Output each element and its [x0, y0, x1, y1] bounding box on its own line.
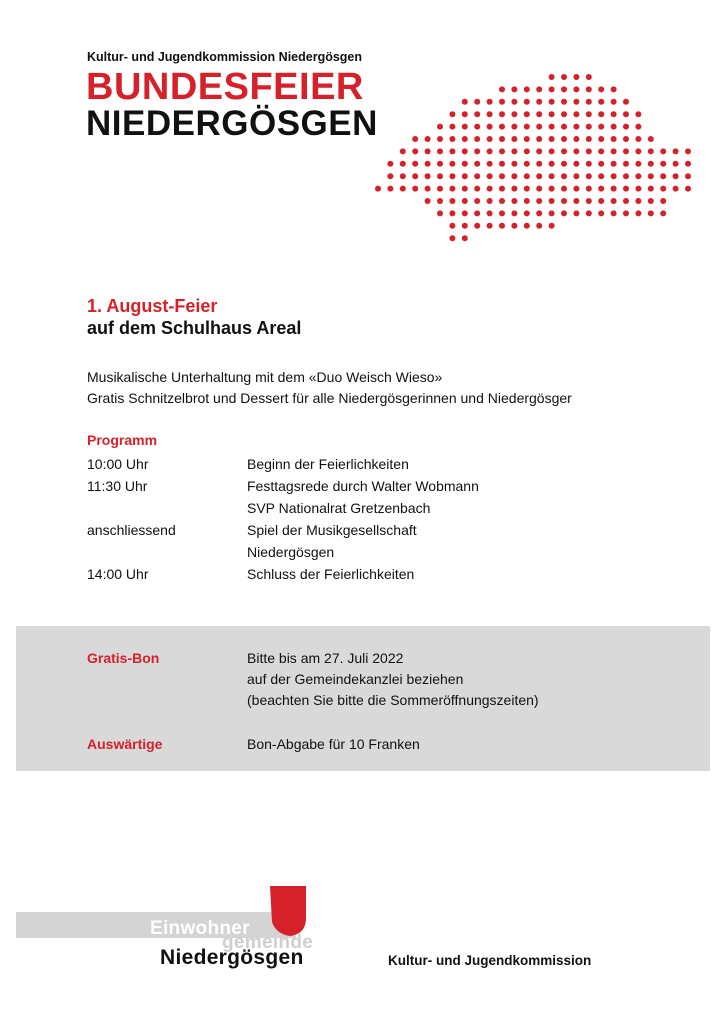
map-dot	[598, 198, 604, 204]
map-dot	[425, 136, 431, 142]
programm-list	[87, 453, 479, 585]
map-dot	[536, 210, 542, 216]
map-dot	[573, 99, 579, 105]
map-dot	[573, 161, 579, 167]
programm-time	[87, 541, 247, 563]
map-dot	[487, 210, 493, 216]
map-dot	[487, 148, 493, 154]
map-dot	[437, 136, 443, 142]
map-dot	[412, 136, 418, 142]
map-dot	[524, 86, 530, 92]
map-dot	[549, 124, 555, 130]
map-dot	[573, 74, 579, 80]
map-dot	[598, 86, 604, 92]
map-dot	[536, 86, 542, 92]
map-dot	[611, 111, 617, 117]
map-dot	[635, 186, 641, 192]
map-dot	[524, 198, 530, 204]
map-dot	[437, 198, 443, 204]
map-dot	[623, 210, 629, 216]
map-dot	[673, 161, 679, 167]
map-dot	[648, 148, 654, 154]
map-dot	[524, 173, 530, 179]
map-dot	[449, 223, 455, 229]
map-dot	[549, 136, 555, 142]
map-dot	[648, 186, 654, 192]
programm-time	[87, 497, 247, 519]
programm-time: anschliessend	[87, 522, 176, 538]
map-dot	[611, 136, 617, 142]
logo-text-niedergoesgen: Niedergösgen	[160, 946, 304, 969]
map-dot	[412, 161, 418, 167]
map-dot	[611, 173, 617, 179]
map-dot	[598, 161, 604, 167]
map-dot	[387, 186, 393, 192]
map-dot	[611, 198, 617, 204]
map-dot	[536, 186, 542, 192]
map-dot	[487, 173, 493, 179]
map-dot	[561, 111, 567, 117]
programm-time: 10:00 Uhr	[87, 456, 149, 472]
map-dot	[412, 186, 418, 192]
map-dot	[611, 161, 617, 167]
map-dot	[474, 173, 480, 179]
map-dot	[412, 148, 418, 154]
intro-line: Musikalische Unterhaltung mit dem «Duo Weisch Wieso»	[87, 369, 443, 385]
map-dot	[623, 186, 629, 192]
map-dot	[387, 161, 393, 167]
map-dot	[685, 148, 691, 154]
map-dot	[648, 173, 654, 179]
map-dot	[462, 210, 468, 216]
programm-text: Spiel der Musikgesellschaft	[247, 522, 417, 538]
map-dot	[474, 99, 480, 105]
map-dot	[474, 111, 480, 117]
map-dot	[462, 124, 468, 130]
map-dot	[499, 148, 505, 154]
map-dot	[573, 148, 579, 154]
map-dot	[511, 136, 517, 142]
map-dot	[437, 148, 443, 154]
map-dot	[511, 148, 517, 154]
map-dot	[474, 161, 480, 167]
map-dot	[635, 148, 641, 154]
map-dot	[635, 111, 641, 117]
map-dot	[586, 210, 592, 216]
map-dot	[573, 86, 579, 92]
map-dot	[524, 124, 530, 130]
map-dot	[449, 198, 455, 204]
map-dot	[586, 161, 592, 167]
map-dot	[549, 148, 555, 154]
map-dot	[462, 186, 468, 192]
map-dot	[648, 136, 654, 142]
map-dot	[487, 124, 493, 130]
map-dot	[499, 186, 505, 192]
programm-row	[87, 475, 479, 497]
map-dot	[462, 99, 468, 105]
map-dot	[561, 136, 567, 142]
map-dot	[561, 124, 567, 130]
map-dot	[449, 235, 455, 241]
map-dot	[660, 148, 666, 154]
map-dot	[425, 198, 431, 204]
programm-row	[87, 519, 479, 541]
programm-text: SVP Nationalrat Gretzenbach	[247, 500, 431, 516]
map-dot	[511, 223, 517, 229]
map-dot	[623, 173, 629, 179]
programm-text: Schluss der Feierlichkeiten	[247, 566, 415, 582]
map-dot	[549, 99, 555, 105]
programm-row	[87, 497, 479, 519]
bon-line: Bitte bis am 27. Juli 2022	[247, 650, 404, 666]
map-dot	[660, 186, 666, 192]
map-dot	[425, 186, 431, 192]
map-dot	[474, 148, 480, 154]
map-dot	[660, 173, 666, 179]
map-dot	[611, 99, 617, 105]
map-dot	[561, 198, 567, 204]
map-dot	[425, 173, 431, 179]
map-dot	[635, 124, 641, 130]
event-subheading: auf dem Schulhaus Areal	[87, 318, 302, 338]
map-dot	[412, 173, 418, 179]
event-intro	[87, 367, 572, 409]
programm-row	[87, 453, 479, 475]
map-dot	[673, 148, 679, 154]
map-dot	[573, 198, 579, 204]
map-dot	[685, 161, 691, 167]
map-dot	[449, 173, 455, 179]
map-dot	[499, 124, 505, 130]
map-dot	[549, 111, 555, 117]
map-dot	[549, 210, 555, 216]
map-dot	[462, 223, 468, 229]
map-dot	[561, 148, 567, 154]
map-dot	[474, 210, 480, 216]
map-dot	[511, 210, 517, 216]
map-dot	[462, 173, 468, 179]
map-dot	[598, 136, 604, 142]
map-dot	[400, 148, 406, 154]
map-dot	[648, 161, 654, 167]
map-dot	[561, 86, 567, 92]
programm-heading: Programm	[87, 432, 158, 448]
map-dot	[487, 136, 493, 142]
map-dot	[660, 198, 666, 204]
map-dot	[586, 198, 592, 204]
map-dot	[549, 198, 555, 204]
map-dot	[449, 111, 455, 117]
map-dot	[635, 173, 641, 179]
map-dot	[623, 161, 629, 167]
map-dot	[586, 186, 592, 192]
map-dot	[524, 223, 530, 229]
map-dot	[549, 86, 555, 92]
map-dot	[598, 186, 604, 192]
map-dot	[499, 223, 505, 229]
map-dot	[549, 186, 555, 192]
map-dot	[474, 198, 480, 204]
map-dot	[586, 124, 592, 130]
map-dot	[635, 198, 641, 204]
map-dot	[573, 210, 579, 216]
map-dot	[598, 99, 604, 105]
map-dot	[462, 235, 468, 241]
map-dot	[487, 198, 493, 204]
map-dot	[611, 186, 617, 192]
map-dot	[660, 210, 666, 216]
map-dot	[635, 161, 641, 167]
map-dot	[586, 148, 592, 154]
map-dot	[536, 124, 542, 130]
map-dot	[573, 186, 579, 192]
map-dot	[536, 111, 542, 117]
map-dot	[437, 210, 443, 216]
map-dot	[536, 223, 542, 229]
auswaertige-text: Bon-Abgabe für 10 Franken	[247, 736, 420, 752]
map-dot	[449, 186, 455, 192]
map-dot	[611, 210, 617, 216]
map-dot	[561, 186, 567, 192]
map-dot	[449, 124, 455, 130]
map-dot	[462, 148, 468, 154]
map-dot	[437, 186, 443, 192]
map-dot	[474, 223, 480, 229]
map-dot	[573, 173, 579, 179]
map-dot	[561, 161, 567, 167]
map-dot	[524, 111, 530, 117]
map-dot	[635, 210, 641, 216]
map-dot	[598, 173, 604, 179]
map-dot	[449, 136, 455, 142]
map-dot	[549, 223, 555, 229]
map-dot	[375, 186, 381, 192]
footer-commission: Kultur- und Jugendkommission	[388, 953, 592, 968]
map-dot	[536, 161, 542, 167]
programm-text: Beginn der Feierlichkeiten	[247, 456, 409, 472]
map-dot	[511, 198, 517, 204]
info-box	[16, 626, 710, 771]
map-dot	[598, 124, 604, 130]
map-dot	[536, 148, 542, 154]
bon-line: auf der Gemeindekanzlei beziehen	[247, 671, 464, 687]
map-dot	[511, 111, 517, 117]
map-dot	[487, 223, 493, 229]
map-dot	[449, 210, 455, 216]
organization-name: Kultur- und Jugendkommission Niedergösgen	[87, 50, 363, 64]
map-dot	[511, 86, 517, 92]
programm-row	[87, 541, 479, 563]
map-dot	[549, 74, 555, 80]
map-dot	[536, 173, 542, 179]
map-dot	[549, 161, 555, 167]
map-dot	[561, 173, 567, 179]
map-dot	[462, 111, 468, 117]
map-dot	[635, 136, 641, 142]
gratis-bon-text	[247, 648, 539, 711]
map-dot	[524, 136, 530, 142]
map-dot	[685, 173, 691, 179]
programm-time: 14:00 Uhr	[87, 566, 149, 582]
map-dot	[499, 99, 505, 105]
map-dot	[648, 210, 654, 216]
map-dot	[524, 99, 530, 105]
map-dot	[400, 173, 406, 179]
map-dot	[474, 136, 480, 142]
map-dot	[549, 173, 555, 179]
map-dot	[437, 161, 443, 167]
map-dot	[474, 124, 480, 130]
map-dot	[400, 186, 406, 192]
event-heading: 1. August-Feier	[87, 296, 218, 316]
intro-line: Gratis Schnitzelbrot und Dessert für alle Niedergösgerinnen und Niedergösger	[87, 390, 572, 406]
map-dot	[449, 161, 455, 167]
map-dot	[573, 111, 579, 117]
map-dot	[598, 111, 604, 117]
map-dot	[524, 161, 530, 167]
map-dot	[536, 99, 542, 105]
map-dot	[462, 198, 468, 204]
map-dot	[586, 86, 592, 92]
map-dot	[462, 136, 468, 142]
map-dot	[561, 99, 567, 105]
map-dot	[586, 173, 592, 179]
programm-text: Niedergösgen	[247, 544, 335, 560]
map-dot	[611, 86, 617, 92]
map-dot	[573, 136, 579, 142]
map-dot	[623, 111, 629, 117]
switzerland-dot-map	[370, 70, 695, 275]
map-dot	[673, 186, 679, 192]
map-dot	[449, 148, 455, 154]
map-dot	[499, 111, 505, 117]
map-dot	[437, 173, 443, 179]
map-dot	[499, 198, 505, 204]
map-dot	[462, 161, 468, 167]
map-dot	[573, 124, 579, 130]
map-dot	[524, 148, 530, 154]
map-dot	[660, 161, 666, 167]
map-dot	[387, 173, 393, 179]
programm-time: 11:30 Uhr	[87, 478, 148, 494]
map-dot	[400, 161, 406, 167]
map-dot	[511, 173, 517, 179]
map-dot	[623, 198, 629, 204]
map-dot	[499, 210, 505, 216]
gratis-bon-label: Gratis-Bon	[87, 650, 160, 666]
map-dot	[499, 86, 505, 92]
map-dot	[623, 136, 629, 142]
map-dot	[511, 186, 517, 192]
programm-row	[87, 563, 479, 585]
bon-line: (beachten Sie bitte die Sommeröffnungszeiten)	[247, 692, 539, 708]
map-dot	[598, 148, 604, 154]
map-dot	[611, 148, 617, 154]
map-dot	[499, 136, 505, 142]
map-dot	[673, 173, 679, 179]
logo-text-einwohner: Einwohner	[150, 918, 250, 939]
map-dot	[499, 161, 505, 167]
map-dot	[586, 136, 592, 142]
map-dot	[487, 186, 493, 192]
map-dot	[524, 210, 530, 216]
map-dot	[586, 111, 592, 117]
map-dot	[487, 99, 493, 105]
map-dot	[536, 136, 542, 142]
map-dot	[561, 74, 567, 80]
logo-text-gemeinde: gemeinde	[222, 932, 314, 953]
title-niedergoesgen: NIEDERGÖSGEN	[86, 104, 378, 143]
map-dot	[511, 124, 517, 130]
map-dot	[623, 99, 629, 105]
map-dot	[561, 210, 567, 216]
map-dot	[487, 111, 493, 117]
map-dot	[474, 186, 480, 192]
map-dot	[425, 161, 431, 167]
map-dot	[425, 148, 431, 154]
map-dot	[598, 210, 604, 216]
map-dot	[524, 186, 530, 192]
map-dot	[648, 198, 654, 204]
map-dot	[511, 161, 517, 167]
map-dot	[611, 124, 617, 130]
map-dot	[586, 74, 592, 80]
map-dot	[623, 124, 629, 130]
map-dot	[437, 124, 443, 130]
map-dot	[685, 186, 691, 192]
auswaertige-label: Auswärtige	[87, 736, 163, 752]
map-dot	[586, 99, 592, 105]
map-dot	[536, 198, 542, 204]
map-dot	[623, 148, 629, 154]
programm-text: Festtagsrede durch Walter Wobmann	[247, 478, 479, 494]
map-dot	[511, 99, 517, 105]
map-dot	[487, 161, 493, 167]
map-dot	[499, 173, 505, 179]
title-bundesfeier: BUNDESFEIER	[86, 66, 364, 108]
